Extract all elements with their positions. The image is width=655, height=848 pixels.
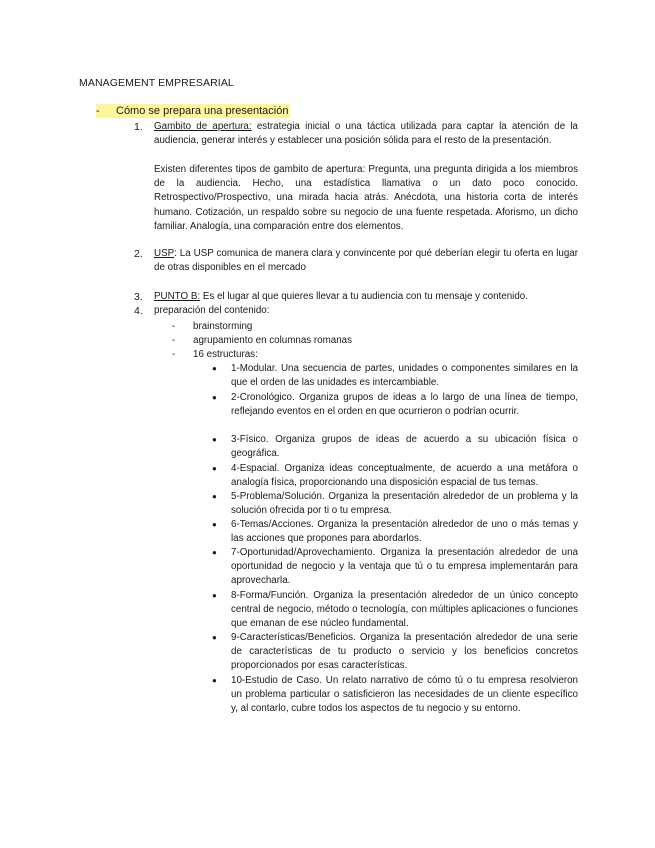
bullet-paragraph: 1-Modular. Una secuencia de partes, unidades o componentes similares en la que el orden de las unidades es intercambiable. (231, 363, 578, 389)
section-heading: Cómo se prepara una presentación (112, 104, 290, 118)
bullet-paragraph: 3-Físico. Organiza grupos de ideas de acuerdo a su ubicación física o geográfica. (231, 434, 578, 460)
item-4-number: 4. (134, 305, 143, 317)
subitem: brainstorming (193, 321, 253, 332)
bullet-paragraph: 7-Oportunidad/Aprovechamiento. Organiza la presentación alrededor de una oportunidad de negocio y la ventaja que tú o tu empresa implementarán para aprovecharla. (231, 547, 578, 587)
subitem: 16 estructuras: (193, 349, 258, 360)
bullet-paragraph: 2-Cronológico. Organiza grupos de ideas a lo largo de una línea de tiempo, reflejando eventos en el orden en que ocurrieron o podrían ocurrir. (231, 392, 578, 418)
bullet-paragraph: 9-Características/Beneficios. Organiza la presentación alrededor de una serie de características de tu producto o servicio y los beneficios concretos proporcionados por esas características. (231, 632, 578, 672)
item-2-paragraph (154, 247, 578, 275)
bullet-marker: ● (212, 633, 217, 642)
bullet-marker: ● (212, 364, 217, 373)
item-3-label: PUNTO B: (154, 291, 201, 302)
item-1-extra: Existen diferentes tipos de gambito de apertura: Pregunta, una pregunta dirigida a los miembros de la audiencia. Hecho, una estadística llamativa o un dato poco conocido. Retrospectivo/Prospectivo, una mirada hacia atrás. Anécdota, una historia corta de interés humano. Cotización, un respaldo sobre su negocio de una fuente respetada. Aforismo, un dicho familiar. Analogía, una comparación entre dos elementos. (154, 164, 578, 232)
bullet-marker: ● (212, 435, 217, 444)
item-3-number: 3. (134, 291, 143, 303)
item-1-paragraph (154, 120, 578, 148)
document-title: MANAGEMENT EMPRESARIAL (79, 77, 234, 89)
item-1-text: estrategia inicial o una táctica utilizada para captar la atención de la audiencia, generar interés y establecer una posición sólida para el resto de la presentación. (154, 121, 579, 147)
item-1-number: 1. (134, 121, 143, 133)
subitem-dash: - (172, 335, 176, 346)
item-3-paragraph (154, 290, 578, 304)
bullet-marker: ● (212, 393, 217, 402)
item-4-paragraph: preparación del contenido: (154, 305, 270, 316)
section-dash: - (96, 105, 100, 117)
bullet-marker: ● (212, 676, 217, 685)
bullet-paragraph: 4-Espacial. Organiza ideas conceptualmente, de acuerdo a una metáfora o analogía física, proporcionando una disposición espacial de tus temas. (231, 463, 578, 489)
item-1-label: Gambito de apertura: (154, 121, 252, 132)
bullet-marker: ● (212, 520, 217, 529)
bullet-marker: ● (212, 591, 217, 600)
bullet-paragraph: 5-Problema/Solución. Organiza la presentación alrededor de un problema y la solución ofrecida por ti o tu empresa. (231, 491, 578, 517)
item-2-label: USP (154, 248, 175, 259)
item-3-text: Es el lugar al que quieres llevar a tu audiencia con tu mensaje y contenido. (200, 291, 528, 302)
item-2-text: : La USP comunica de manera clara y convincente por qué deberían elegir tu oferta en lugar de otras disponibles en el mercado (154, 248, 578, 274)
bullet-marker: ● (212, 492, 217, 501)
subitem: agrupamiento en columnas romanas (193, 335, 353, 346)
bullet-paragraph: 8-Forma/Función. Organiza la presentación alrededor de un único concepto central de negocio, método o tecnología, con múltiples aplicaciones o funciones que emanan de ese núcleo fundamental. (231, 590, 578, 630)
bullet-marker: ● (212, 548, 217, 557)
bullet-marker: ● (212, 464, 217, 473)
subitem-dash: - (172, 321, 176, 332)
bullet-paragraph: 6-Temas/Acciones. Organiza la presentación alrededor de uno o más temas y las acciones que propones para abordarlos. (231, 519, 578, 545)
item-2-number: 2. (134, 248, 143, 260)
bullet-paragraph: 10-Estudio de Caso. Un relato narrativo de cómo tú o tu empresa resolvieron un problema particular o satisficieron las necesidades de un cliente específico y, al contarlo, cubre todos los aspectos de tu negocio y su entorno. (231, 675, 578, 715)
subitem-dash: - (172, 349, 176, 360)
